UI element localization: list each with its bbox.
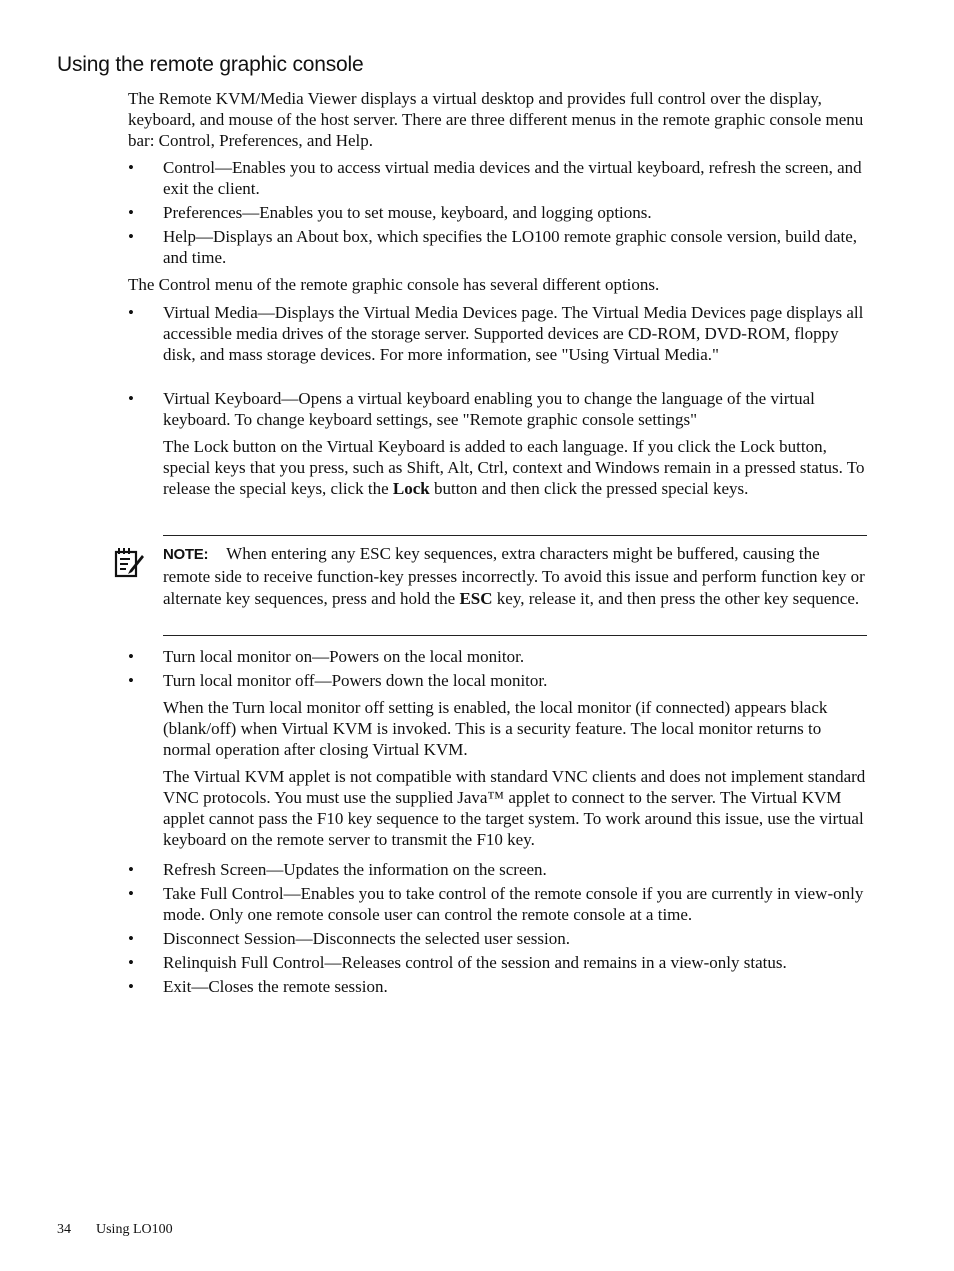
- note-label: NOTE:: [163, 546, 209, 563]
- bullet: •: [128, 929, 134, 948]
- list-item-text: Control—Enables you to access virtual media devices and the virtual keyboard, refresh the screen, and exit the client.: [163, 158, 862, 198]
- list-item-text: Turn local monitor on—Powers on the local monitor.: [163, 647, 525, 666]
- vnc-paragraph: The Virtual KVM applet is not compatible with standard VNC clients and does not implement standard VNC protocols. You must use the supplied Java™ applet to connect to the server. The Virtual KVM applet cannot pass the F10 key sequence to the target system. To work around this issue, use the virtual keyboard on the remote server to transmit the F10 key.: [163, 767, 866, 849]
- lock-paragraph: [163, 436, 868, 499]
- list-item-text: Virtual Media—Displays the Virtual Media Devices page. The Virtual Media Devices page displays all accessible media drives of the storage server. Supported devices are CD-ROM, DVD-ROM, floppy disk, and mass storage devices. For more information, see "Using Virtual Media.": [163, 303, 864, 364]
- bullet: •: [128, 158, 134, 177]
- monitor-paragraph: When the Turn local monitor off setting is enabled, the local monitor (if connected) appears black (blank/off) when Virtual KVM is invoked. This is a security feature. The local monitor returns to normal operation after closing Virtual KVM.: [163, 698, 828, 759]
- note-bottom-rule: [163, 635, 867, 636]
- bullet: •: [128, 303, 134, 322]
- note-pencil-icon: [113, 546, 147, 580]
- lock-text-before: The Lock button on the Virtual Keyboard is added to each language. If you click the Lock button, special keys that you press, such as Shift, Alt, Ctrl, context and Windows remain in a pressed status. To release the special keys, click the: [163, 437, 865, 498]
- note-text: [163, 543, 868, 610]
- footer-section: Using LO100: [96, 1222, 173, 1237]
- list-item-text: Help—Displays an About box, which specifies the LO100 remote graphic console version, build date, and time.: [163, 227, 858, 267]
- note-bold: ESC: [459, 589, 493, 608]
- lock-bold: Lock: [392, 479, 430, 498]
- lock-text-after: button and then click the pressed special keys.: [429, 479, 749, 498]
- list-item-text: Virtual Keyboard—Opens a virtual keyboard enabling you to change the language of the virtual keyboard. To change keyboard settings, see "Remote graphic console settings": [163, 389, 815, 429]
- note-text-after: key, release it, and then press the other key sequence.: [492, 589, 860, 608]
- bullet: •: [128, 389, 134, 408]
- bullet: •: [128, 953, 134, 972]
- bullet: •: [128, 227, 134, 246]
- control-intro: The Control menu of the remote graphic console has several different options.: [128, 275, 660, 294]
- list-item-text: Preferences—Enables you to set mouse, keyboard, and logging options.: [163, 203, 652, 222]
- note-top-rule: [163, 535, 867, 536]
- note-text-before: When entering any ESC key sequences, extra characters might be buffered, causing the remote side to receive function-key presses incorrectly. To avoid this issue and perform function key or alternate key sequences, press and hold the: [163, 544, 865, 608]
- bullet: •: [128, 647, 134, 666]
- list-item-text: Disconnect Session—Disconnects the selected user session.: [163, 929, 570, 948]
- list-item-text: Take Full Control—Enables you to take control of the remote console if you are currently in view-only mode. Only one remote console user can control the remote console at a time.: [163, 884, 864, 924]
- page-number: 34: [57, 1222, 71, 1237]
- page-heading: Using the remote graphic console: [57, 53, 364, 76]
- bullet: •: [128, 671, 134, 690]
- bullet: •: [128, 203, 134, 222]
- list-item-text: Relinquish Full Control—Releases control of the session and remains in a view-only status.: [163, 953, 787, 972]
- bullet: •: [128, 977, 134, 996]
- bullet: •: [128, 860, 134, 879]
- intro-paragraph: The Remote KVM/Media Viewer displays a virtual desktop and provides full control over the display, keyboard, and mouse of the host server. There are three different menus in the remote graphic console menu bar: Control, Preferences, and Help.: [128, 89, 864, 150]
- list-item-text: Turn local monitor off—Powers down the local monitor.: [163, 671, 548, 690]
- list-item-text: Refresh Screen—Updates the information on the screen.: [163, 860, 547, 879]
- list-item-text: Exit—Closes the remote session.: [163, 977, 388, 996]
- bullet: •: [128, 884, 134, 903]
